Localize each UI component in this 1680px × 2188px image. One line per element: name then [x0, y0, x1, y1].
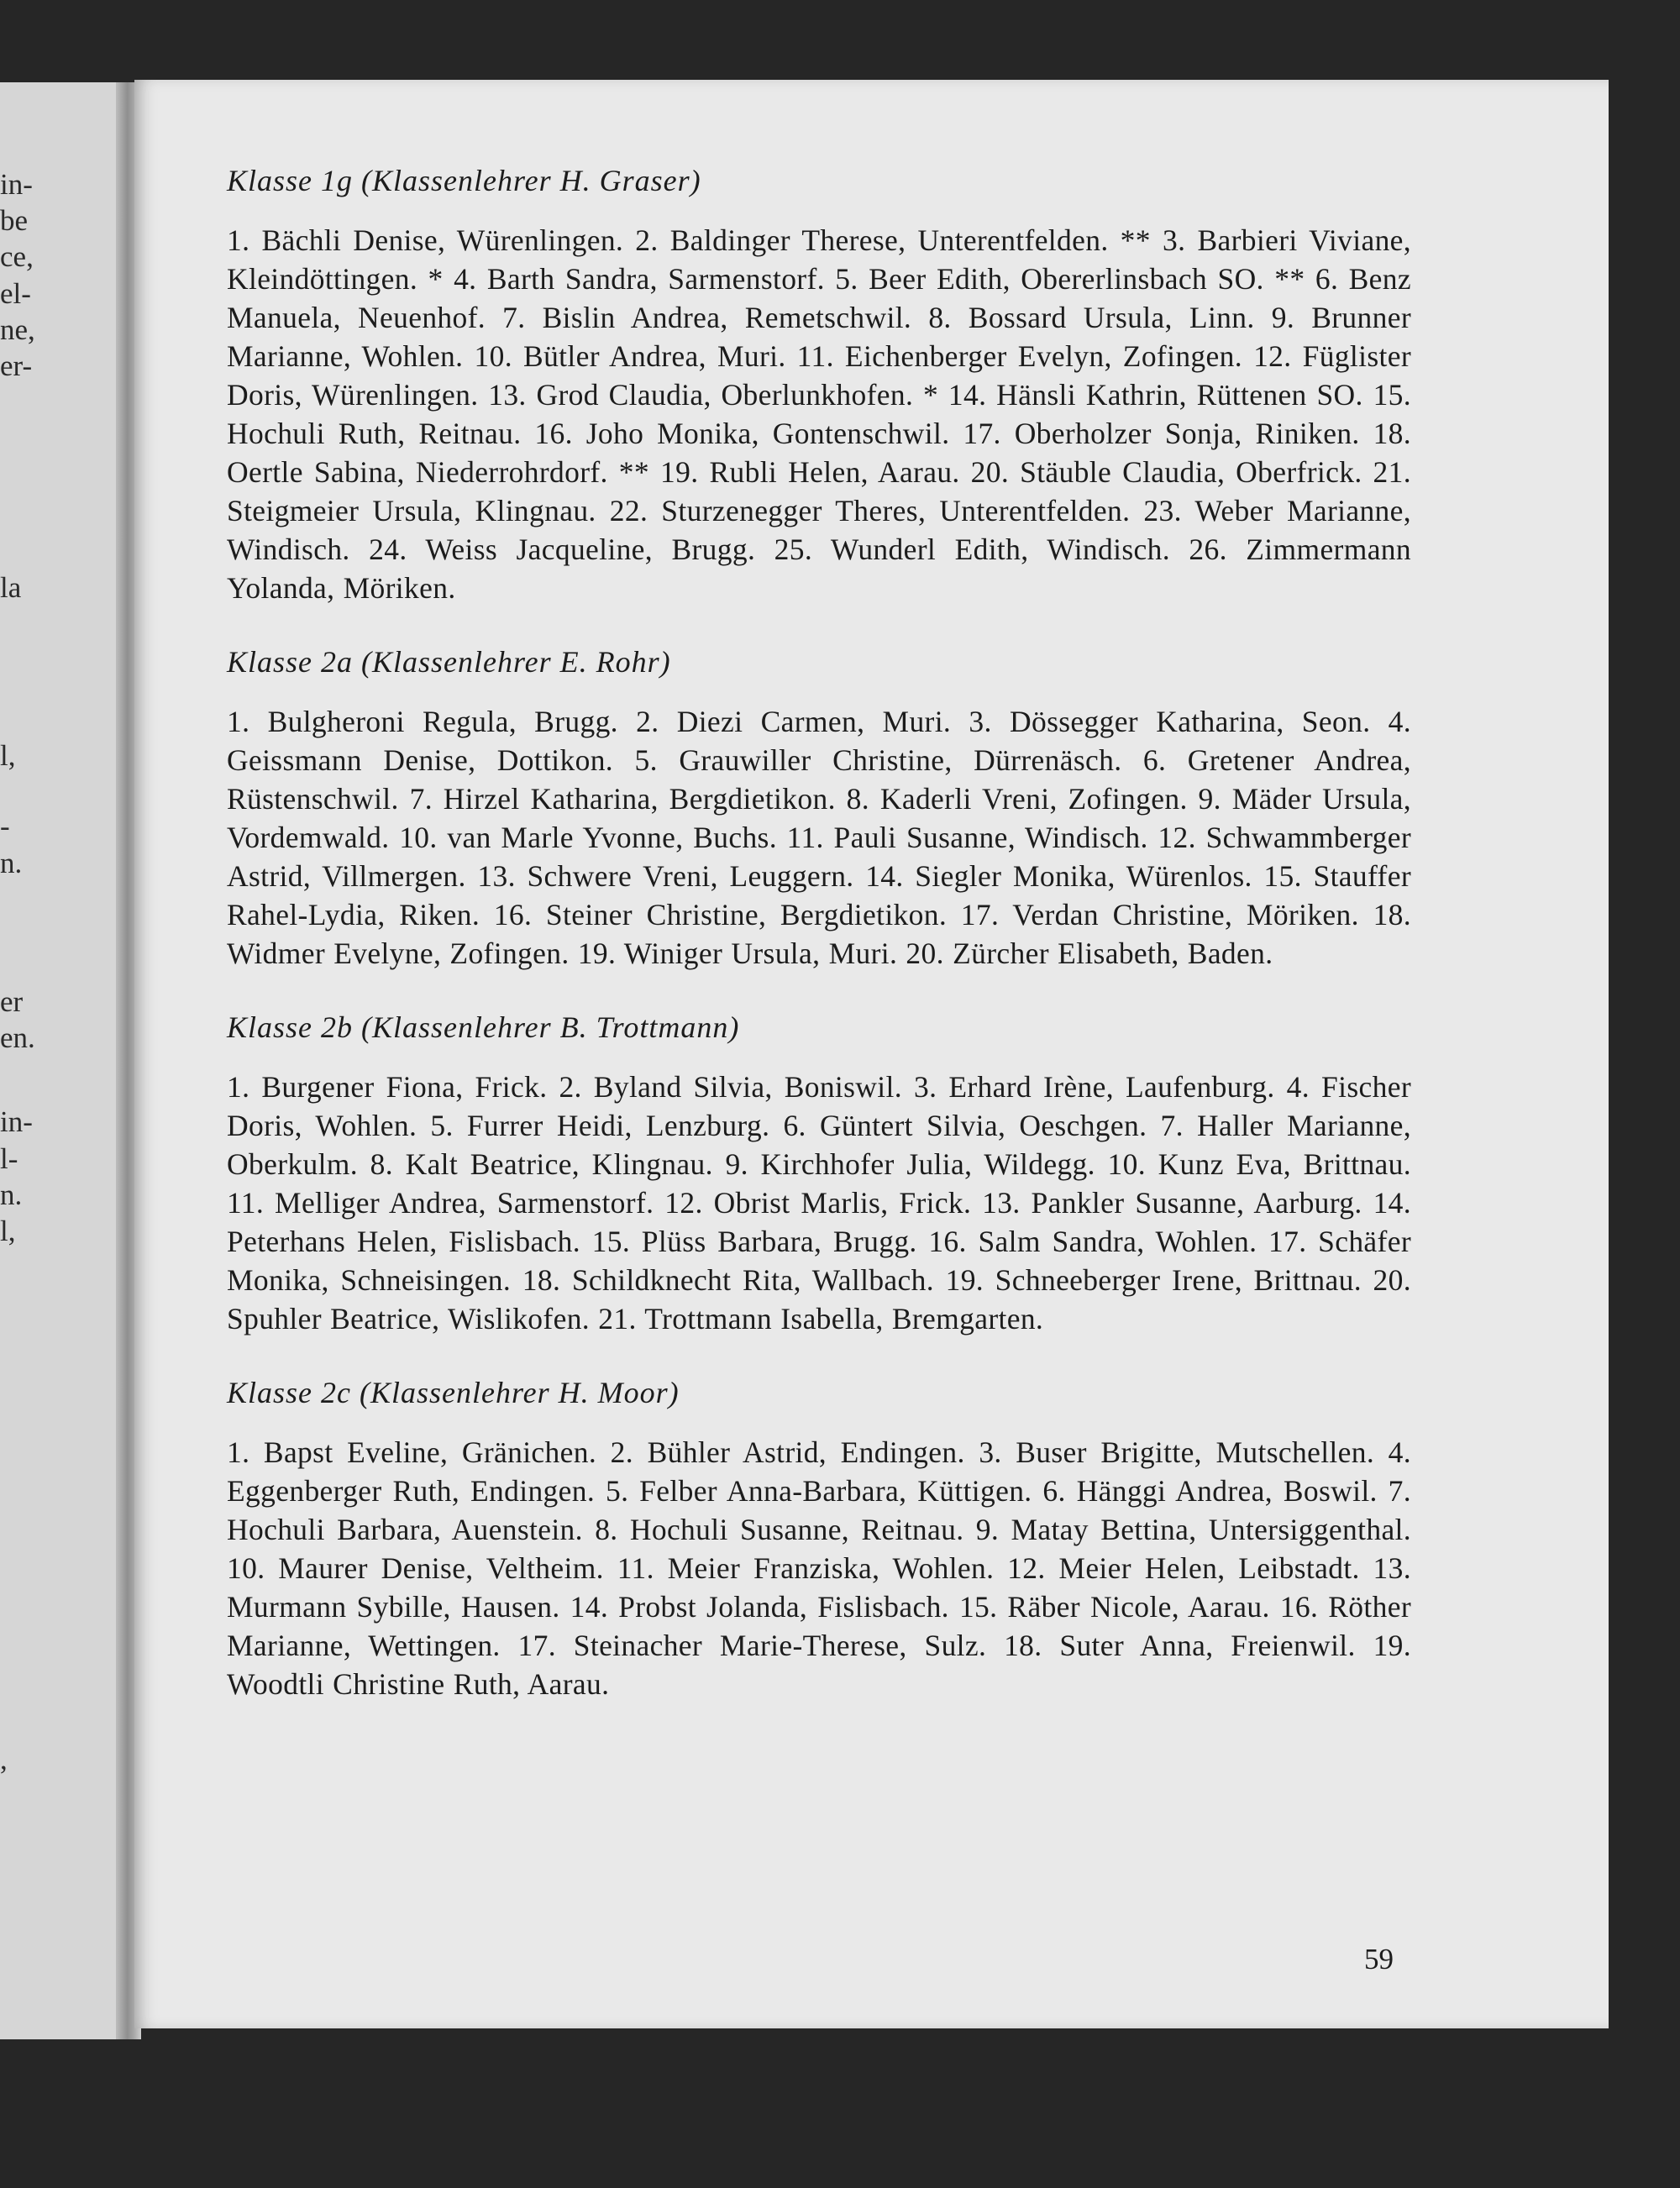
student-list: 1. Bapst Eveline, Gränichen. 2. Bühler Astrid, Endingen. 3. Buser Brigitte, Mutschellen. 4. Eggenberger Ruth, Endingen. 5. Felber Anna-Barbara, Küttigen. 6. Hänggi Andrea, Boswil. 7. Hochuli Barbara, Auenstein. 8. Hochuli Susanne, Reitnau. 9. Matay Bettina, Untersiggenthal. 10. Maurer Denise, Veltheim. 11. Meier Franziska, Wohlen. 12. Meier Helen, Leibstadt. 13. Murmann Sybille, Hausen. 14. Probst Jolanda, Fislisbach. 15. Räber Nicole, Aarau. 16. Röther Marianne, Wettingen. 17. Steinacher Marie-Therese, Sulz. 18. Suter Anna, Freienwil. 19. Woodtli Christine Ruth, Aarau. — [227, 1435, 1411, 1701]
section-heading: Klasse 2a (Klassenlehrer E. Rohr) — [227, 645, 671, 679]
class-section-1g — [227, 162, 1411, 607]
left-page-fragment: en. — [0, 1021, 35, 1054]
left-page-fragment: l- — [0, 1142, 18, 1175]
page-content — [227, 162, 1411, 1739]
section-heading: Klasse 1g (Klassenlehrer H. Graser) — [227, 164, 701, 197]
left-page-fragment: el- — [0, 277, 31, 310]
left-page-fragment: in- — [0, 168, 33, 201]
left-page-fragment: l, — [0, 739, 16, 772]
left-page-fragment: ce, — [0, 240, 34, 273]
left-page-fragment: er — [0, 985, 24, 1018]
section-heading: Klasse 2c (Klassenlehrer H. Moor) — [227, 1376, 680, 1409]
left-page-fragment: er- — [0, 349, 33, 382]
class-section-2a — [227, 643, 1411, 973]
left-page-fragment: n. — [0, 847, 23, 879]
class-section-2b — [227, 1009, 1411, 1338]
left-page-fragment: , — [0, 1743, 8, 1776]
student-list: 1. Bächli Denise, Würenlingen. 2. Baldinger Therese, Unterentfelden. ** 3. Barbieri Viviane, Kleindöttingen. * 4. Barth Sandra, Sarmenstorf. 5. Beer Edith, Obererlinsbach SO. ** 6. Benz Manuela, Neuenhof. 7. Bislin Andrea, Remetschwil. 8. Bossard Ursula, Linn. 9. Brunner Marianne, Wohlen. 10. Bütler Andrea, Muri. 11. Eichenberger Evelyn, Zofingen. 12. Füglister Doris, Würenlingen. 13. Grod Claudia, Oberlunkhofen. * 14. Hänsli Kathrin, Rüttenen SO. 15. Hochuli Ruth, Reitnau. 16. Joho Monika, Gontenschwil. 17. Oberholzer Sonja, Riniken. 18. Oertle Sabina, Niederrohrdorf. ** 19. Rubli Helen, Aarau. 20. Stäuble Claudia, Oberfrick. 21. Steigmeier Ursula, Klingnau. 22. Sturzenegger Theres, Unterentfelden. 23. Weber Marianne, Windisch. 24. Weiss Jacqueline, Brugg. 25. Wunderl Edith, Windisch. 26. Zimmermann Yolanda, Möriken. — [227, 223, 1411, 605]
left-page-fragment: in- — [0, 1105, 33, 1138]
left-page-fragment: n. — [0, 1178, 23, 1211]
left-page-fragment: ne, — [0, 313, 35, 346]
left-page-edge — [0, 82, 126, 2039]
left-page-fragment: la — [0, 571, 22, 604]
student-list: 1. Bulgheroni Regula, Brugg. 2. Diezi Carmen, Muri. 3. Dössegger Katharina, Seon. 4. Geissmann Denise, Dottikon. 5. Grauwiller Christine, Dürrenäsch. 6. Gretener Andrea, Rüstenschwil. 7. Hirzel Katharina, Bergdietikon. 8. Kaderli Vreni, Zofingen. 9. Mäder Ursula, Vordemwald. 10. van Marle Yvonne, Buchs. 11. Pauli Susanne, Windisch. 12. Schwammberger Astrid, Villmergen. 13. Schwere Vreni, Leuggern. 14. Siegler Monika, Würenlos. 15. Stauffer Rahel-Lydia, Riken. 16. Steiner Christine, Bergdietikon. 17. Verdan Christine, Möriken. 18. Widmer Evelyne, Zofingen. 19. Winiger Ursula, Muri. 20. Zürcher Elisabeth, Baden. — [227, 705, 1411, 970]
left-page-fragment: l, — [0, 1215, 16, 1247]
left-page-fragment: be — [0, 204, 29, 237]
book-page — [134, 80, 1609, 2028]
student-list: 1. Burgener Fiona, Frick. 2. Byland Silvia, Boniswil. 3. Erhard Irène, Laufenburg. 4. Fischer Doris, Wohlen. 5. Furrer Heidi, Lenzburg. 6. Güntert Silvia, Oeschgen. 7. Haller Marianne, Oberkulm. 8. Kalt Beatrice, Klingnau. 9. Kirchhofer Julia, Wildegg. 10. Kunz Eva, Brittnau. 11. Melliger Andrea, Sarmenstorf. 12. Obrist Marlis, Frick. 13. Pankler Susanne, Aarburg. 14. Peterhans Helen, Fislisbach. 15. Plüss Barbara, Brugg. 16. Salm Sandra, Wohlen. 17. Schäfer Monika, Schneisingen. 18. Schildknecht Rita, Wallbach. 19. Schneeberger Irene, Brittnau. 20. Spuhler Beatrice, Wislikofen. 21. Trottmann Isabella, Bremgarten. — [227, 1070, 1411, 1335]
class-section-2c — [227, 1374, 1411, 1703]
left-page-fragment: - — [0, 810, 10, 842]
page-number: 59 — [1364, 1943, 1394, 1975]
section-heading: Klasse 2b (Klassenlehrer B. Trottmann) — [227, 1010, 740, 1044]
